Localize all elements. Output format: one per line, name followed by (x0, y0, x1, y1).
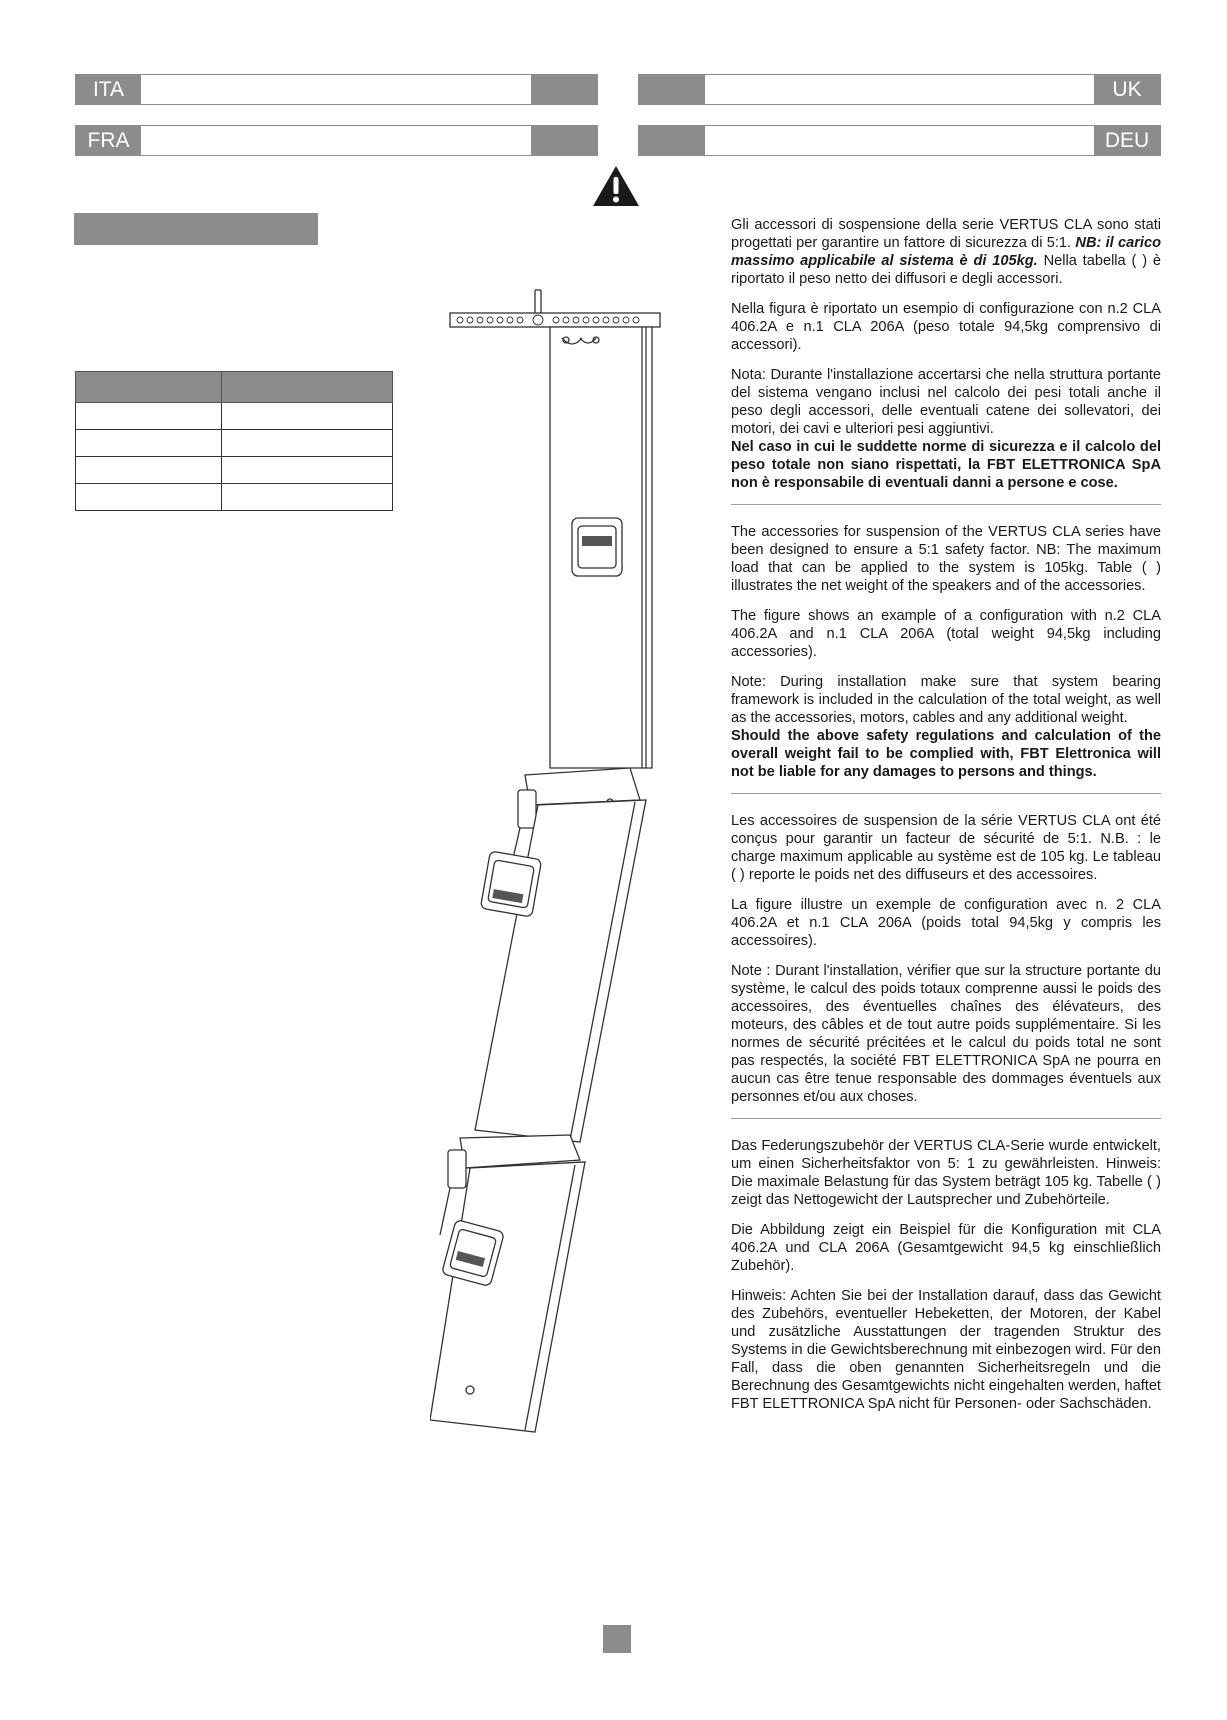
table-cell (222, 457, 393, 484)
table-cell (76, 403, 222, 430)
speaker-cabinet-middle (475, 800, 646, 1142)
header-bar-uk (638, 74, 1161, 105)
paragraph-uk-3: Note: During installation make sure that system bearing framework is included in the calculation of the total weight, as well as the accessories, motors, cables and any additional weight. (731, 674, 1161, 726)
paragraph-ita-1 (731, 216, 1161, 288)
header-bar-deu (638, 125, 1161, 156)
table-cell (76, 430, 222, 457)
table-cell (222, 430, 393, 457)
table-header-row (76, 372, 393, 403)
fly-bar (450, 290, 660, 327)
header-bar-fra (75, 125, 598, 156)
text-ita-nb: NB: il carico massimo applicabile al sistema è di 105kg. (731, 235, 1162, 269)
paragraph-uk-1: The accessories for suspension of the VERTUS CLA series have been designed to ensure a 5:1 safety factor. NB: The maximum load that can be applied to the system is 105kg. Table ( ) illustrates the net weight of the speakers and of the accessories. (731, 524, 1161, 594)
table-row (76, 430, 393, 457)
section-divider (731, 1118, 1161, 1119)
table-header-cell (222, 372, 393, 403)
header-bar-ita (75, 74, 598, 105)
table-row (76, 457, 393, 484)
language-tag-fra: FRA (76, 126, 141, 155)
table-row (76, 403, 393, 430)
language-tag-uk: UK (1094, 75, 1160, 104)
text-ita-p1-end: Nella tabella ( ) è riportato il peso netto dei diffusori e degli accessori. (731, 253, 1161, 287)
table-cell (76, 457, 222, 484)
table-cell (222, 484, 393, 511)
language-tag-deu: DEU (1094, 126, 1160, 155)
section-divider (731, 504, 1161, 505)
text-ita-p1: Gli accessori di sospensione della serie VERTUS CLA sono stati progettati per garantire un fattore di sicurezza di 5:1. (731, 217, 1161, 251)
speaker-cabinet-top (550, 327, 652, 768)
language-tag-ita: ITA (76, 75, 141, 104)
section-title-bar (74, 213, 318, 245)
header-block (531, 75, 597, 104)
paragraph-deu-1: Das Federungszubehör der VERTUS CLA-Serie wurde entwickelt, um einen Sicherheitsfaktor von 5: 1 zu gewährleisten. Hinweis: Die maximale Belastung für das System beträgt 105 kg. Tabelle ( ) zeigt das Nettogewicht der Lautsprecher und Zubehörteile. (731, 1138, 1161, 1208)
weight-table (75, 371, 393, 511)
speaker-cabinet-bottom (430, 1162, 585, 1432)
paragraph-fra-1: Les accessoires de suspension de la série VERTUS CLA ont été conçus pour garantir un facteur de sécurité de 5:1. N.B. : le charge maximum applicable au système est de 105 kg. Le tableau ( ) reporte le poids net des diffuseurs et des accessoires. (731, 813, 1161, 883)
paragraph-deu-3: Hinweis: Achten Sie bei der Installation darauf, dass das Gewicht des Zubehörs, eventueller Hebeketten, der Motoren, der Kabel und zusätzliche Ausstattungen der tragenden Struktur des Systems in die Gewichtsberechnung mit einbezogen wird. Für den Fall, dass die oben genannten Sicherheitsregeln und die Berechnung des Gesamtgewichts nicht eingehalten werden, haftet FBT ELETTRONICA SpA nicht für Personen- oder Sachschäden. (731, 1288, 1161, 1412)
paragraph-fra-2: La figure illustre un exemple de configuration avec n. 2 CLA 406.2A et n.1 CLA 206A (poids total 94,5kg y compris les accessoires). (731, 897, 1161, 949)
header-block (639, 126, 705, 155)
text-column (731, 216, 1161, 1425)
paragraph-uk-2: The figure shows an example of a configuration with n.2 CLA 406.2A and n.1 CLA 206A (total weight 94,5kg including accessories). (731, 608, 1161, 660)
speaker-array-figure (430, 280, 670, 1440)
header-block (639, 75, 705, 104)
paragraph-deu-2: Die Abbildung zeigt ein Beispiel für die Konfiguration mit CLA 406.2A und CLA 206A (Gesamtgewicht 94,5 kg einschließlich Zubehör). (731, 1222, 1161, 1274)
table-header-cell (76, 372, 222, 403)
paragraph-uk-3-bold: Should the above safety regulations and calculation of the overall weight fail to be complied with, FBT Elettronica will not be liable for any damages to persons and things. (731, 728, 1161, 780)
table-cell (222, 403, 393, 430)
paragraph-ita-3-bold: Nel caso in cui le suddette norme di sicurezza e il calcolo del peso totale non siano rispettati, la FBT ELETTRONICA SpA non è responsabile di eventuali danni a persone e cose. (731, 439, 1161, 491)
warning-triangle-icon (591, 164, 641, 208)
header-block (531, 126, 597, 155)
paragraph-ita-2: Nella figura è riportato un esempio di configurazione con n.2 CLA 406.2A e n.1 CLA 206A (peso totale 94,5kg comprensivo di accessori). (731, 301, 1161, 353)
section-divider (731, 793, 1161, 794)
paragraph-ita-3: Nota: Durante l'installazione accertarsi che nella struttura portante del sistema vengano inclusi nel calcolo dei pesi totali anche il peso degli accessori, delle eventuali catene dei sollevatori, dei motori, dei cavi e ulteriori pesi aggiuntivi. (731, 367, 1161, 437)
paragraph-fra-3: Note : Durant l'installation, vérifier que sur la structure portante du système, le calcul des poids totaux comprenne aussi le poids des accessoires, des éventuelles chaînes des élévateurs, des moteurs, des câbles et de tout autre poids supplémentaire. Si les normes de sécurité précitées et le calcul du poids total ne sont pas respectés, la société FBT ELETTRONICA SpA ne pourra en aucun cas être tenue responsable des dommages éventuels aux personnes et/ou aux choses. (731, 963, 1161, 1105)
table-row (76, 484, 393, 511)
page-number-block (603, 1625, 631, 1653)
table-cell (76, 484, 222, 511)
